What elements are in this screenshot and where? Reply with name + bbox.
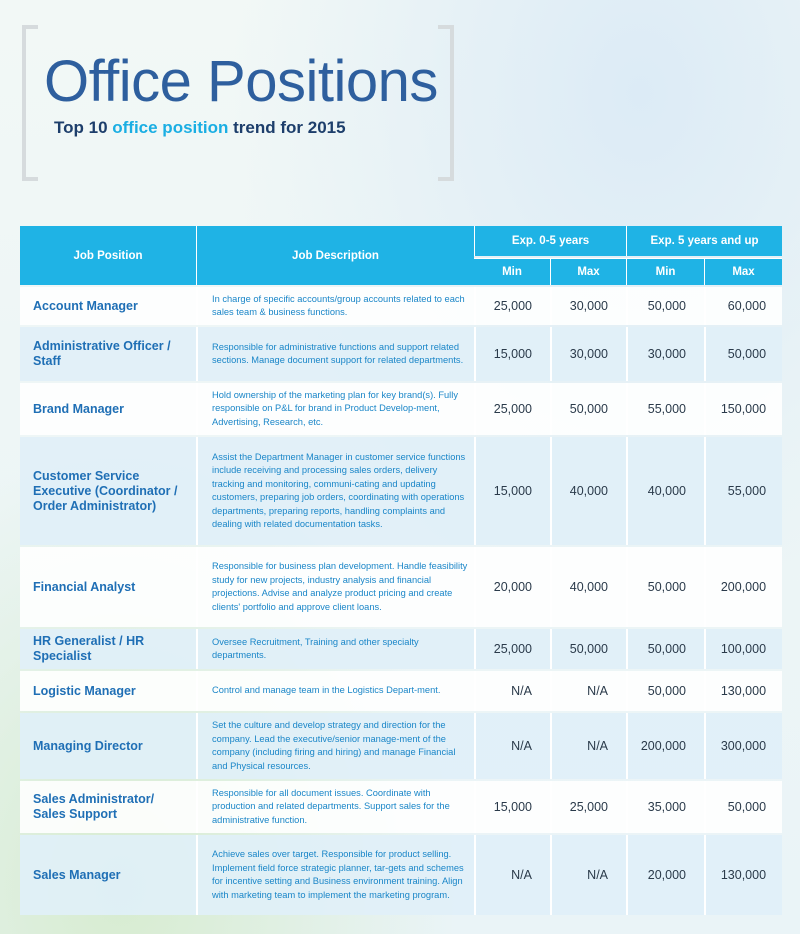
job-position: Account Manager	[20, 287, 196, 325]
job-position: Sales Manager	[20, 835, 196, 915]
header-min-junior: Min	[474, 258, 550, 285]
max-senior: 130,000	[704, 671, 782, 711]
min-senior: 50,000	[626, 287, 704, 325]
job-description: Control and manage team in the Logistics Depart-ment.	[196, 671, 474, 711]
max-junior: 50,000	[550, 383, 626, 435]
max-senior: 60,000	[704, 287, 782, 325]
subtitle-post: trend for 2015	[228, 118, 346, 137]
max-junior: N/A	[550, 671, 626, 711]
max-junior: 25,000	[550, 781, 626, 833]
job-description: Assist the Department Manager in customer service functions include receiving and processing sales orders, delivery tracking and monitoring, communi-cating and updating customers, preparing job orders, coordinating with operations departments, preparing reports, handling complaints and dealing with related documentation tasks.	[196, 437, 474, 545]
min-junior: N/A	[474, 835, 550, 915]
max-junior: N/A	[550, 835, 626, 915]
max-senior: 150,000	[704, 383, 782, 435]
job-description: Achieve sales over target. Responsible for product selling. Implement field force strategic planner, tar-gets and schemes for incentive setting and Business environment training. Align with marketing team to implement the marketing program.	[196, 835, 474, 915]
header-max-senior: Max	[704, 258, 782, 285]
min-senior: 55,000	[626, 383, 704, 435]
job-position: Logistic Manager	[20, 671, 196, 711]
max-junior: 30,000	[550, 327, 626, 381]
page-subtitle	[54, 118, 346, 138]
min-senior: 20,000	[626, 835, 704, 915]
table-row	[20, 327, 782, 381]
min-senior: 50,000	[626, 629, 704, 669]
min-junior: 25,000	[474, 383, 550, 435]
job-position: Sales Administrator/ Sales Support	[20, 781, 196, 833]
table-row	[20, 383, 782, 435]
min-senior: 50,000	[626, 671, 704, 711]
job-position: HR Generalist / HR Specialist	[20, 629, 196, 669]
job-description: Hold ownership of the marketing plan for key brand(s). Fully responsible on P&L for brand in Product Develop-ment, Advertising, Research, etc.	[196, 383, 474, 435]
min-senior: 40,000	[626, 437, 704, 545]
max-senior: 55,000	[704, 437, 782, 545]
max-senior: 200,000	[704, 547, 782, 627]
min-junior: 15,000	[474, 437, 550, 545]
min-junior: N/A	[474, 671, 550, 711]
table-row	[20, 547, 782, 627]
max-junior: 50,000	[550, 629, 626, 669]
job-position: Financial Analyst	[20, 547, 196, 627]
table-row	[20, 287, 782, 325]
max-senior: 100,000	[704, 629, 782, 669]
table-row	[20, 781, 782, 833]
min-junior: N/A	[474, 713, 550, 779]
min-senior: 50,000	[626, 547, 704, 627]
page-title: Office Positions	[44, 49, 438, 114]
subtitle-highlight: office position	[112, 118, 229, 137]
job-description: Oversee Recruitment, Training and other specialty departments.	[196, 629, 474, 669]
max-junior: N/A	[550, 713, 626, 779]
max-junior: 40,000	[550, 437, 626, 545]
job-description: Set the culture and develop strategy and direction for the company. Lead the executive/senior manage-ment of the company (including firing and hiring) and manage Financial and Physical resources.	[196, 713, 474, 779]
min-junior: 25,000	[474, 629, 550, 669]
header-min-senior: Min	[626, 258, 704, 285]
job-description: In charge of specific accounts/group accounts related to each sales team & business functions.	[196, 287, 474, 325]
min-junior: 20,000	[474, 547, 550, 627]
min-senior: 35,000	[626, 781, 704, 833]
max-senior: 50,000	[704, 781, 782, 833]
header-exp-junior: Exp. 0-5 years	[474, 226, 626, 256]
job-position: Administrative Officer / Staff	[20, 327, 196, 381]
max-junior: 30,000	[550, 287, 626, 325]
max-senior: 130,000	[704, 835, 782, 915]
max-senior: 300,000	[704, 713, 782, 779]
header-job-description: Job Description	[196, 226, 474, 285]
subtitle-pre: Top 10	[54, 118, 113, 137]
job-description: Responsible for administrative functions and support related sections. Manage document support for related departments.	[196, 327, 474, 381]
min-junior: 25,000	[474, 287, 550, 325]
salary-table	[20, 224, 782, 917]
job-description: Responsible for business plan development. Handle feasibility study for new projects, industry analysis and financial projections. Advise and analyze product pricing and create clients' portfolio and approve client loans.	[196, 547, 474, 627]
job-description: Responsible for all document issues. Coordinate with production and related departments. Support sales for the administrative function.	[196, 781, 474, 833]
job-position: Managing Director	[20, 713, 196, 779]
table-row	[20, 437, 782, 545]
table-row	[20, 629, 782, 669]
job-position: Brand Manager	[20, 383, 196, 435]
header-job-position: Job Position	[20, 226, 196, 285]
table-row	[20, 835, 782, 915]
title-bracket-left	[22, 25, 38, 181]
header-max-junior: Max	[550, 258, 626, 285]
table-row	[20, 671, 782, 711]
min-senior: 30,000	[626, 327, 704, 381]
min-junior: 15,000	[474, 781, 550, 833]
min-senior: 200,000	[626, 713, 704, 779]
title-bracket-right	[438, 25, 454, 181]
table-row	[20, 713, 782, 779]
max-junior: 40,000	[550, 547, 626, 627]
job-position: Customer Service Executive (Coordinator / Order Administrator)	[20, 437, 196, 545]
min-junior: 15,000	[474, 327, 550, 381]
max-senior: 50,000	[704, 327, 782, 381]
header-exp-senior: Exp. 5 years and up	[626, 226, 782, 256]
